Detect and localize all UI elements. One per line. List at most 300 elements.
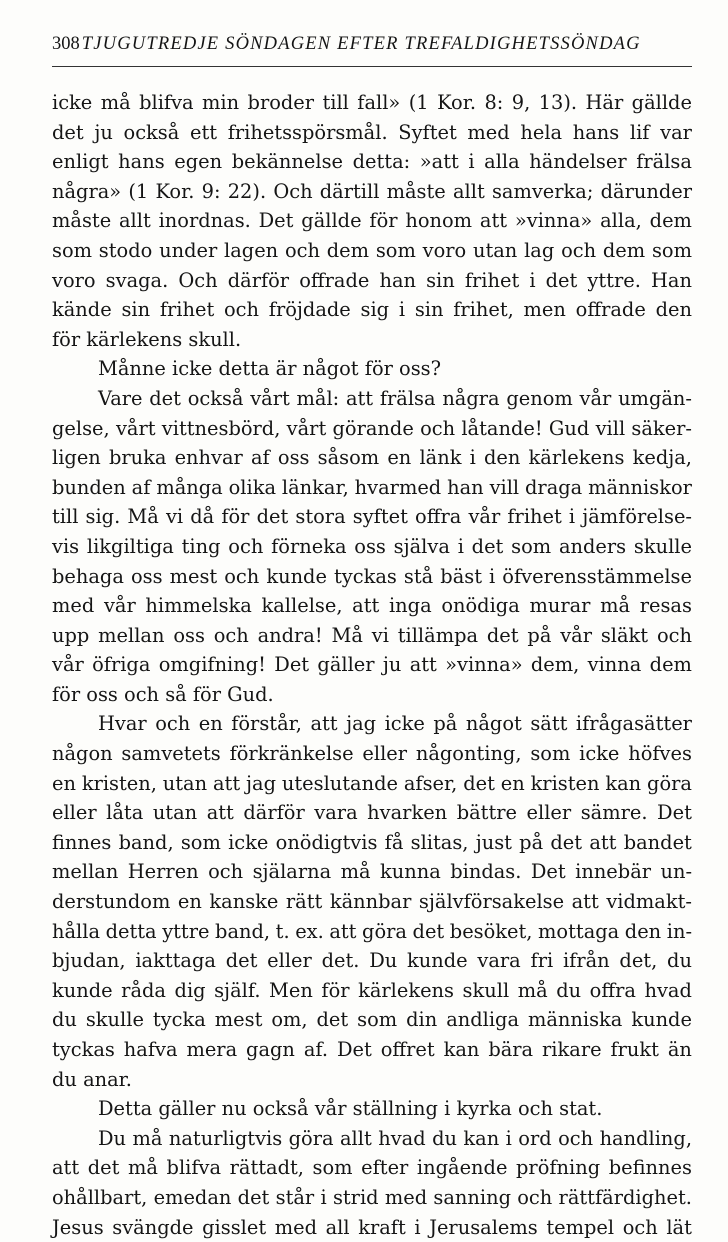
word: afser, <box>403 771 458 795</box>
word: med <box>384 1185 428 1209</box>
word: yttre <box>162 919 210 943</box>
word: eller <box>52 801 97 825</box>
word: en <box>177 890 202 914</box>
word: rättadt, <box>229 1156 304 1180</box>
word: frihet <box>507 505 562 529</box>
word: kristen, <box>81 771 157 795</box>
word: Vare <box>98 386 143 410</box>
word: ju <box>382 653 402 677</box>
word: af <box>250 446 270 470</box>
word: den <box>483 446 521 470</box>
word: anders <box>558 534 627 558</box>
word: bekännelse <box>231 150 343 174</box>
word: några <box>442 386 500 410</box>
word: någonting, <box>415 742 522 766</box>
word: vi <box>371 623 389 647</box>
word: samverka; <box>491 179 594 203</box>
word: murar <box>529 594 591 618</box>
word: (1 <box>408 91 429 114</box>
word: och <box>622 1215 658 1239</box>
word: oss <box>130 564 163 588</box>
word: mål: <box>296 386 340 410</box>
word: få <box>384 830 404 854</box>
word: Hvar <box>98 712 147 736</box>
word: till <box>52 505 79 529</box>
word: människor <box>588 475 692 499</box>
word: det, <box>619 949 658 973</box>
word: vår <box>468 505 501 529</box>
word: som <box>312 1156 353 1180</box>
word: på <box>527 623 552 647</box>
word: ju <box>94 120 113 144</box>
word: innebär <box>575 860 652 884</box>
word: kärlekens <box>358 978 454 1002</box>
text-line <box>52 1124 692 1154</box>
word: bättre <box>456 801 518 825</box>
word: lagen <box>224 238 279 262</box>
word: vinna <box>587 653 642 677</box>
word: oss <box>277 446 310 470</box>
line-text: för kärlekens skull. <box>52 327 242 351</box>
word: 8: <box>484 91 504 114</box>
word: kan <box>443 1038 480 1061</box>
word: hvarmed <box>354 475 442 499</box>
word: derstundom <box>52 890 171 914</box>
word: och <box>228 534 264 558</box>
word: att <box>206 801 234 825</box>
word: var <box>660 120 692 144</box>
text-line <box>52 709 692 739</box>
word: i <box>489 564 496 588</box>
word: det <box>225 949 258 973</box>
text-line <box>52 1183 692 1213</box>
word: det <box>237 1185 270 1209</box>
word: det <box>463 771 495 795</box>
word: pröfning <box>516 1156 601 1180</box>
word: ord <box>518 1126 552 1150</box>
word: Kor. <box>437 91 477 114</box>
word: Men <box>269 978 313 1002</box>
word: upp <box>52 623 90 647</box>
text-line <box>52 532 692 562</box>
word: Må <box>331 623 363 647</box>
word: hvad <box>644 978 692 1002</box>
word: hans <box>118 150 165 174</box>
word: som <box>375 238 416 262</box>
word: mellan <box>98 623 165 647</box>
word: Här <box>585 91 624 114</box>
word: omgifning! <box>158 653 266 677</box>
word: un- <box>660 860 692 884</box>
word: eller <box>267 949 312 973</box>
word: mellan <box>52 860 119 884</box>
word: som <box>52 238 93 262</box>
word: vårt <box>250 386 290 410</box>
word: i <box>505 1126 512 1150</box>
word: ifrågasätter <box>575 712 692 736</box>
word: himmelska <box>145 594 252 618</box>
word: gäller <box>317 653 375 677</box>
word: människa <box>527 1008 623 1032</box>
word: som <box>180 830 221 854</box>
word: offra <box>589 978 636 1002</box>
word: umgän- <box>618 386 692 410</box>
word: slitas, <box>410 830 469 854</box>
word: du <box>52 1008 77 1032</box>
text-line <box>52 177 692 207</box>
word: vårt <box>286 416 327 440</box>
word: självförsakelse <box>418 890 565 914</box>
word: Må <box>127 505 159 529</box>
word: handling, <box>599 1126 692 1150</box>
word: din <box>406 1008 438 1032</box>
word: lag <box>524 238 555 262</box>
word: för <box>369 209 398 233</box>
word: frukt <box>610 1038 659 1061</box>
word: på <box>433 712 458 736</box>
word: jag <box>246 771 276 795</box>
word: det <box>471 534 504 558</box>
word: i <box>469 446 476 470</box>
word: dem, <box>530 653 580 677</box>
word: sämre. <box>580 801 648 825</box>
word: gagn <box>246 1038 295 1061</box>
word: utan <box>472 238 518 262</box>
text-line <box>52 295 692 325</box>
word: du <box>556 978 582 1002</box>
word: af <box>131 475 151 499</box>
word: stå <box>403 564 434 588</box>
word: hvad <box>378 1126 426 1150</box>
text-line <box>52 591 692 621</box>
word: göra <box>647 771 692 795</box>
word: händelser <box>529 150 627 174</box>
word: må <box>340 860 371 884</box>
word: sin <box>426 268 455 292</box>
word: onödigtvis <box>275 830 378 854</box>
word: kunde <box>407 949 468 973</box>
word: bunden <box>52 475 126 499</box>
word: Det <box>336 1038 372 1061</box>
word: kallelse, <box>261 594 343 618</box>
word: Det <box>530 860 566 884</box>
text-line <box>52 917 692 947</box>
word: alla <box>484 150 520 174</box>
word: Han <box>650 268 692 292</box>
word: enhvar <box>174 446 243 470</box>
word: och <box>284 238 320 262</box>
word: under <box>159 238 218 262</box>
word: in- <box>666 919 692 943</box>
text-line <box>52 739 692 769</box>
word: »vinna» <box>445 653 523 677</box>
word: alla, <box>600 209 642 233</box>
word: utan <box>152 801 198 825</box>
word: Kor. <box>155 179 195 203</box>
page-number: 308 <box>52 34 80 54</box>
word: sanning <box>433 1185 511 1209</box>
word: med <box>52 594 95 618</box>
word: Och <box>178 268 218 292</box>
text-line <box>52 680 692 710</box>
word: andra! <box>257 623 323 647</box>
word: att <box>352 594 380 618</box>
word: för <box>321 978 350 1002</box>
word: i <box>457 534 464 558</box>
word: en <box>387 446 412 470</box>
word: min <box>202 91 240 114</box>
word: som <box>357 1008 398 1032</box>
word: skull <box>462 978 510 1002</box>
word: kunde <box>631 1008 692 1032</box>
word: fröjdade <box>268 298 351 322</box>
word: olika <box>228 475 277 499</box>
word: det <box>52 120 84 144</box>
word: vill <box>595 416 626 440</box>
word: må <box>128 1156 158 1180</box>
word: görande <box>332 416 414 440</box>
word: gelse, <box>52 416 110 440</box>
word: också <box>123 120 180 144</box>
word: då <box>190 505 215 529</box>
text-line <box>52 857 692 887</box>
word: vårt <box>115 416 156 440</box>
word: hafva <box>123 1038 178 1061</box>
word: inordnas. <box>158 209 251 233</box>
text-line <box>52 473 692 503</box>
word: tillämpa <box>397 623 479 647</box>
running-head <box>52 34 692 62</box>
word: säker- <box>631 416 692 440</box>
word: att <box>345 386 374 410</box>
word: efter <box>361 1156 409 1180</box>
word: hans <box>572 120 620 144</box>
word: kedja, <box>632 446 692 470</box>
text-line <box>52 650 692 680</box>
word: mest <box>214 1008 263 1032</box>
word: måste <box>386 179 446 203</box>
word: i <box>320 1185 327 1209</box>
text-line <box>52 354 692 384</box>
word: bäst <box>440 564 482 588</box>
word: på <box>519 830 544 854</box>
word: yttre. <box>587 268 641 292</box>
word: det <box>87 1156 120 1180</box>
word: t. <box>275 919 290 943</box>
word: Och <box>273 179 313 203</box>
word: 9, <box>511 91 531 114</box>
word: att <box>52 1156 80 1180</box>
word: att <box>589 830 617 854</box>
word: dem <box>602 238 646 262</box>
word: det <box>149 386 181 410</box>
word: bindas. <box>450 860 522 884</box>
word: släkt <box>600 623 649 647</box>
word: bjudan, <box>52 949 126 973</box>
word: Det <box>657 801 692 825</box>
text-line <box>52 946 692 976</box>
word: lät <box>666 1215 692 1239</box>
word: därunder <box>600 179 692 203</box>
word: kan <box>463 1126 500 1150</box>
word: blifva <box>166 1156 222 1180</box>
word: kände <box>52 298 112 322</box>
word: naturligtvis <box>168 1126 283 1150</box>
word: kännbar <box>329 890 412 914</box>
word: dem <box>649 653 692 677</box>
word: likgiltiga <box>86 534 174 558</box>
word: Du <box>369 949 398 973</box>
text-line <box>52 1005 692 1035</box>
word: gällde <box>631 91 692 114</box>
text-line <box>52 443 692 473</box>
word: rätt <box>285 890 323 914</box>
word: och <box>213 623 249 647</box>
word: råda <box>121 978 166 1002</box>
word: några» <box>52 179 122 203</box>
word: höfves <box>628 742 692 766</box>
text-line <box>52 325 692 355</box>
word: kanske <box>209 890 279 914</box>
word: den <box>655 298 692 322</box>
text-line <box>52 769 692 799</box>
word: länkar, <box>281 475 349 499</box>
word: hvarken <box>367 801 448 825</box>
word: länk <box>419 446 462 470</box>
word: i <box>529 268 536 292</box>
line-text: du anar. <box>52 1067 132 1091</box>
word: enligt <box>52 150 109 174</box>
word: i <box>398 298 406 322</box>
word: stora <box>295 505 346 529</box>
word: frihetsspörsmål. <box>227 120 388 144</box>
word: detta <box>105 919 157 943</box>
text-line <box>52 147 692 177</box>
word: stodo <box>98 238 153 262</box>
word: öfriga <box>92 653 151 677</box>
word: förneka <box>271 534 347 558</box>
line-text: för oss och så för Gud. <box>52 682 274 706</box>
word: något <box>465 712 522 736</box>
word: det <box>550 830 583 854</box>
word: kunde <box>52 978 113 1002</box>
word: vittnesbörd, <box>161 416 281 440</box>
word: och <box>517 1185 553 1209</box>
word: själf. <box>214 978 261 1002</box>
word: Jerusalems <box>429 1215 538 1239</box>
word: rättfärdighet. <box>558 1185 692 1209</box>
word: till <box>322 91 349 114</box>
text-line <box>52 266 692 296</box>
word: frälsa <box>636 150 692 174</box>
word: icke <box>384 712 425 736</box>
word: svängde <box>112 1215 194 1239</box>
word: icke <box>228 830 269 854</box>
word: finnes <box>52 830 112 854</box>
word: resas <box>639 594 692 618</box>
word: han <box>379 268 416 292</box>
word: att <box>310 712 338 736</box>
word: (1 <box>128 179 149 203</box>
word: och <box>224 564 260 588</box>
word: ett <box>189 120 218 144</box>
word: det <box>412 919 445 943</box>
word: det. <box>321 949 360 973</box>
word: mest <box>169 564 218 588</box>
text-line <box>52 621 692 651</box>
word: öfverensstämmelse <box>502 564 692 588</box>
word: också <box>187 386 244 410</box>
word: skulle <box>633 534 692 558</box>
word: rikare <box>542 1038 602 1061</box>
word: vår <box>52 653 84 677</box>
word: en <box>500 771 525 795</box>
word: mera <box>186 1038 238 1061</box>
word: det <box>256 505 289 529</box>
line-text: Detta gäller nu också vår ställning i kyrka och stat. <box>98 1097 603 1121</box>
word: och <box>208 860 244 884</box>
word: besöket, <box>449 919 533 943</box>
word: jämförelse- <box>582 505 692 529</box>
text-line <box>52 88 692 118</box>
word: må <box>132 1126 163 1150</box>
word: eller <box>362 742 408 766</box>
word: och <box>561 238 597 262</box>
word: frihet, <box>453 298 514 322</box>
word: lif <box>629 120 650 144</box>
word: du <box>667 949 692 973</box>
word: själva <box>393 534 450 558</box>
word: kraft <box>358 1215 406 1239</box>
word: bandet <box>623 830 692 854</box>
word: offrade <box>299 268 370 292</box>
word: må <box>517 978 548 1002</box>
word: blifva <box>139 91 194 114</box>
word: andliga <box>446 1008 520 1032</box>
word: frihet <box>159 298 215 322</box>
word: af. <box>303 1038 329 1061</box>
word: låtande! <box>461 416 543 440</box>
word: det <box>316 1008 349 1032</box>
word: Du <box>98 1126 127 1150</box>
word: tyckas <box>334 564 397 588</box>
text-line <box>52 1153 692 1183</box>
word: och <box>224 298 260 322</box>
word: såsom <box>317 446 380 470</box>
word: icke <box>579 742 620 766</box>
word: för <box>221 505 250 529</box>
word: all <box>325 1215 350 1239</box>
word: Det <box>258 209 294 233</box>
body-text <box>52 88 692 1242</box>
word: offra <box>415 505 462 529</box>
word: som <box>511 534 552 558</box>
word: ohållbart, <box>52 1185 148 1209</box>
word: hålla <box>52 919 101 943</box>
word: än <box>667 1038 692 1061</box>
word: icke <box>52 91 93 114</box>
word: många <box>156 475 223 499</box>
word: tempel <box>546 1215 615 1239</box>
word: dig <box>174 978 206 1002</box>
text-line <box>52 1213 692 1242</box>
word: vår <box>579 386 612 410</box>
word: förstår, <box>231 712 302 736</box>
word: draga <box>525 475 583 499</box>
word: att <box>329 919 357 943</box>
word: Syftet <box>398 120 457 144</box>
word: i <box>568 505 576 529</box>
